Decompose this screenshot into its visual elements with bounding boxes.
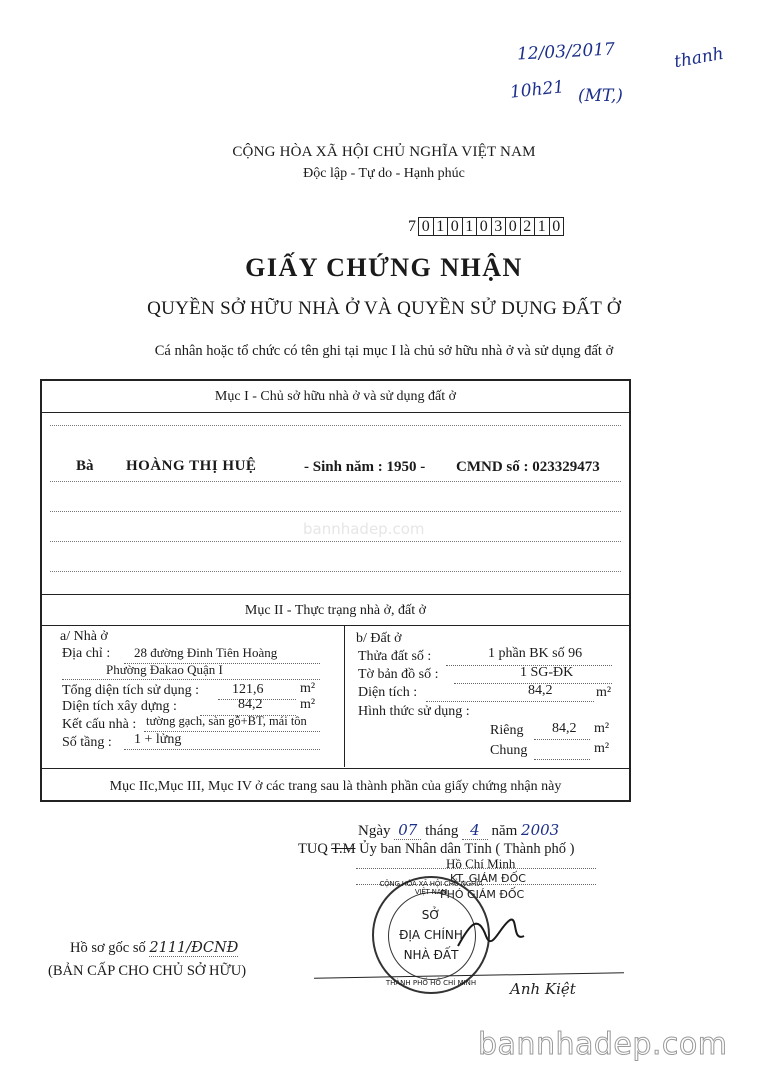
copy-note: (BẢN CẤP CHO CHỦ SỞ HỮU) xyxy=(48,963,247,979)
land-area-value: 84,2 xyxy=(528,683,553,698)
authority-prefix: TUQ xyxy=(298,841,328,857)
dotted-line xyxy=(426,701,594,702)
record-label: Hồ sơ gốc số xyxy=(70,940,146,956)
house-structure-value: tường gạch, sàn gỗ+BT, mái tôn xyxy=(146,714,307,728)
serial-digit: 3 xyxy=(491,217,507,236)
signing-city: Hồ Chí Minh xyxy=(446,856,516,871)
handwritten-date: 12/03/2017 xyxy=(516,39,616,65)
serial-digit: 0 xyxy=(447,217,463,236)
house-build-area-value: 84,2 xyxy=(238,697,263,712)
authority-rest: Ủy ban Nhân dân Tỉnh ( Thành phố ) xyxy=(359,841,575,857)
serial-digit: 1 xyxy=(462,217,478,236)
site-watermark: bannhadep.com xyxy=(478,1027,728,1062)
dotted-line xyxy=(534,759,590,760)
land-shared-unit: m² xyxy=(594,741,610,756)
section2-heading: Mục II - Thực trạng nhà ở, đất ở xyxy=(244,603,427,618)
faint-watermark: bannhadep.com xyxy=(303,520,425,538)
stamp-line1: SỞ xyxy=(421,908,441,922)
serial-digit: 0 xyxy=(549,217,565,236)
house-total-area-unit: m² xyxy=(300,681,316,696)
stamp-line2: ĐỊA CHÍNH xyxy=(399,928,463,942)
owner-birth: - Sinh năm : 1950 - xyxy=(304,459,426,475)
house-total-area-value: 121,6 xyxy=(232,682,264,697)
house-address-line2: Phường Đakao Quận I xyxy=(106,662,223,677)
land-map-value: 1 SG-ĐK xyxy=(520,665,574,680)
handwritten-code: (MT,) xyxy=(578,86,623,106)
dotted-line xyxy=(534,739,590,740)
date-month: 4 xyxy=(462,821,488,840)
stamp-bottom-text: THÀNH PHỐ HỒ CHÍ MINH xyxy=(385,979,477,987)
serial-number xyxy=(408,217,564,236)
column-divider xyxy=(344,625,345,767)
dotted-line xyxy=(50,511,621,512)
serial-digit: 0 xyxy=(505,217,521,236)
serial-prefix: 7 xyxy=(408,217,416,235)
handwritten-time: 10h21 xyxy=(509,77,566,103)
signer-name: Anh Kiệt xyxy=(510,980,576,998)
date-year: 2003 xyxy=(521,821,560,839)
handwritten-initial: thanh xyxy=(672,43,726,73)
serial-digit: 2 xyxy=(520,217,536,236)
serial-digit: 0 xyxy=(476,217,492,236)
dotted-line xyxy=(124,749,320,750)
dotted-line xyxy=(50,481,621,482)
house-structure-label: Kết cấu nhà : xyxy=(62,717,137,732)
divider xyxy=(42,594,629,595)
house-floors-value: 1 + lửng xyxy=(134,732,182,747)
house-floors-label: Số tầng : xyxy=(62,735,112,750)
national-motto: Độc lập - Tự do - Hạnh phúc xyxy=(303,166,465,181)
divider xyxy=(42,625,629,626)
house-build-area-unit: m² xyxy=(300,697,316,712)
record-value: 2111/ĐCNĐ xyxy=(149,940,239,956)
land-area-label: Diện tích : xyxy=(358,685,418,700)
land-private-value: 84,2 xyxy=(552,721,577,736)
house-label: a/ Nhà ở xyxy=(60,629,108,644)
date-day: 07 xyxy=(394,821,421,840)
date-year-label: năm xyxy=(491,823,518,839)
house-address-line1: 28 đường Đinh Tiên Hoàng xyxy=(134,645,278,660)
land-label: b/ Đất ở xyxy=(356,631,402,646)
document-intro: Cá nhân hoặc tổ chức có tên ghi tại mục I là chủ sở hữu nhà ở và sử dụng đất ở xyxy=(154,343,614,359)
stamp-line3: NHÀ ĐẤT xyxy=(403,948,459,962)
certificate-frame xyxy=(40,379,631,802)
owner-prefix: Bà xyxy=(76,458,94,474)
serial-digit: 0 xyxy=(418,217,434,236)
land-area-unit: m² xyxy=(596,685,612,700)
dotted-line xyxy=(50,571,621,572)
document-title: GIẤY CHỨNG NHẬN xyxy=(245,253,523,282)
owner-name: HOÀNG THỊ HUỆ xyxy=(126,458,257,474)
land-private-unit: m² xyxy=(594,721,610,736)
land-plot-label: Thửa đất số : xyxy=(358,649,432,664)
dotted-line xyxy=(62,679,320,680)
document-subtitle: QUYỀN SỞ HỮU NHÀ Ở VÀ QUYỀN SỬ DỤNG ĐẤT Ở xyxy=(147,298,621,319)
signing-role2: PHÓ GIÁM ĐỐC xyxy=(440,888,525,901)
dotted-line xyxy=(50,425,621,426)
signing-role1: KT. GIÁM ĐỐC xyxy=(450,872,526,885)
signing-date xyxy=(358,821,559,840)
land-plot-value: 1 phần BK số 96 xyxy=(488,646,583,661)
footer-note: Mục IIc,Mục III, Mục IV ở các trang sau là thành phần của giấy chứng nhận này xyxy=(109,779,562,794)
land-usage-label: Hình thức sử dụng : xyxy=(358,704,470,719)
land-map-label: Tờ bản đồ số : xyxy=(358,667,439,682)
authority-strike: T.M xyxy=(331,841,356,857)
land-shared-label: Chung xyxy=(490,743,528,758)
divider xyxy=(42,768,629,769)
serial-digit: 1 xyxy=(534,217,550,236)
dotted-line xyxy=(356,868,596,869)
dotted-line xyxy=(50,541,621,542)
national-title: CỘNG HÒA XÃ HỘI CHỦ NGHĨA VIỆT NAM xyxy=(232,144,536,160)
section1-heading: Mục I - Chủ sở hữu nhà ở và sử dụng đất ở xyxy=(214,389,457,404)
house-total-area-label: Tổng diện tích sử dụng : xyxy=(62,683,200,698)
signing-authority xyxy=(298,841,574,858)
owner-id: CMND số : 023329473 xyxy=(456,459,600,475)
signature-mark xyxy=(452,906,542,956)
record-number xyxy=(70,940,238,957)
serial-digit: 1 xyxy=(433,217,449,236)
stamp-ring-text: CỘNG HÒA XÃ HỘI CHỦ NGHĨA VIỆT NAM xyxy=(379,880,483,896)
date-month-label: tháng xyxy=(425,823,459,839)
land-private-label: Riêng xyxy=(490,723,524,738)
date-prefix: Ngày xyxy=(358,823,391,839)
house-build-area-label: Diện tích xây dựng : xyxy=(62,699,177,714)
house-address-label: Địa chỉ : xyxy=(62,646,111,661)
divider xyxy=(42,412,629,413)
